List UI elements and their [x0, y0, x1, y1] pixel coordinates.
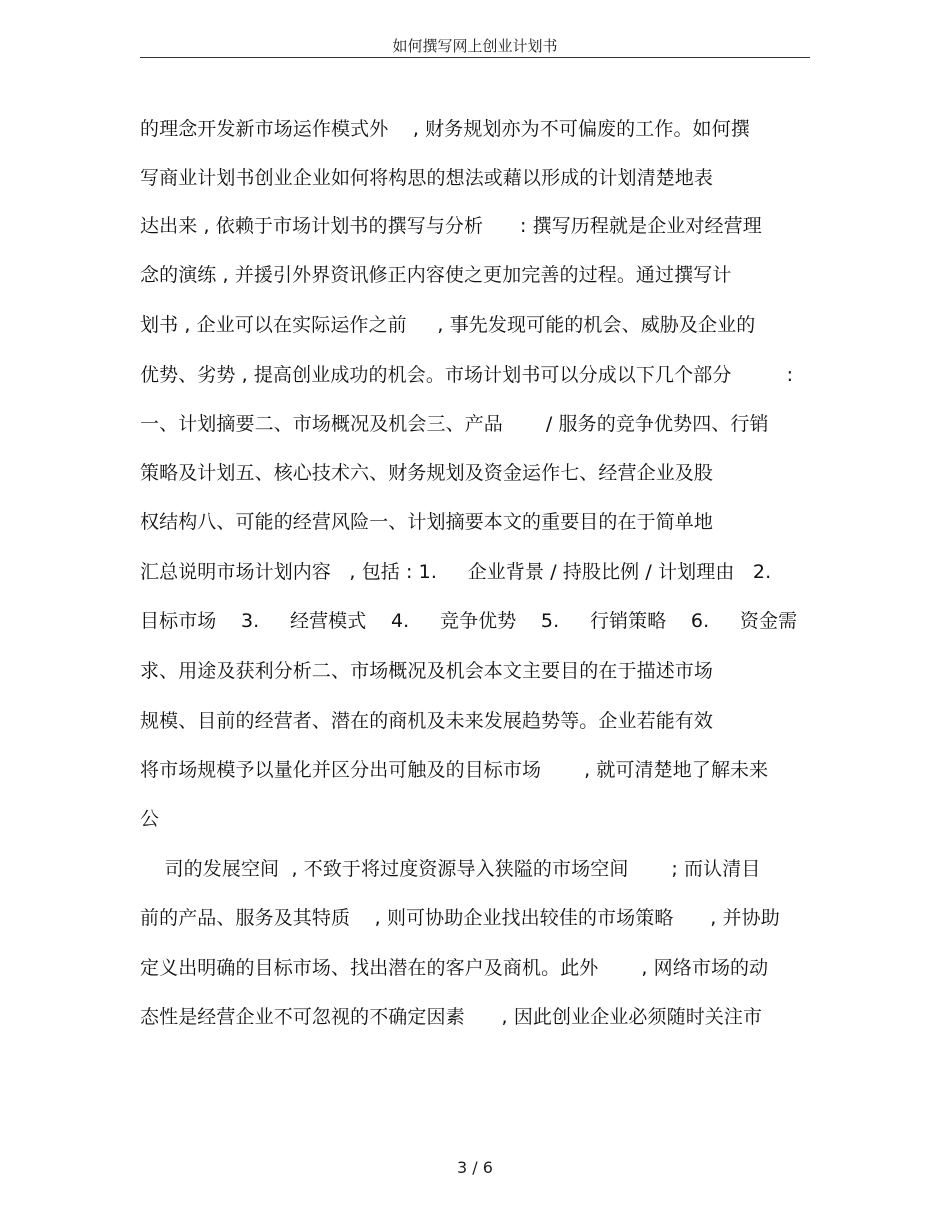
body-text-line: 前的产品、服务及其特质 , 则可协助企业找出较佳的市场策略 , 并协助	[140, 907, 780, 929]
body-text-line: 司的发展空间 , 不致于将过度资源导入狭隘的市场空间 ; 而认清目	[140, 858, 761, 880]
body-text-line: 将市场规模予以量化并区分出可触及的目标市场 , 就可清楚地了解未来	[140, 759, 769, 781]
body-text-line: 划书 , 企业可以在实际运作之前 , 事先发现可能的机会、威胁及企业的	[140, 314, 756, 336]
body-text-line: 一、计划摘要二、市场概况及机会三、产品 / 服务的竞争优势四、行销	[140, 413, 769, 435]
body-text-line: 态性是经营企业不可忽视的不确定因素 , 因此创业企业必须随时关注市	[140, 1006, 763, 1028]
header-divider	[140, 57, 810, 58]
body-text-line: 达出来 , 依赖于市场计划书的撰写与分析 : 撰写历程就是企业对经营理	[140, 215, 762, 237]
body-text-line: 权结构八、可能的经营风险一、计划摘要本文的重要目的在于简单地	[140, 511, 714, 533]
page-header-title: 如何撰写网上创业计划书	[392, 37, 558, 55]
body-text-line: 定义出明确的目标市场、找出潜在的客户及商机。此外 , 网络市场的动	[140, 957, 769, 979]
body-text-line: 优势、劣势 , 提高创业成功的机会。市场计划书可以分成以下几个部分 :	[140, 364, 794, 386]
body-text-line: 汇总说明市场计划内容 , 包括 : 1. 企业背景 / 持股比例 / 计划理由 2.	[140, 561, 772, 583]
body-text-line: 规模、目前的经营者、潜在的商机及未来发展趋势等。企业若能有效	[140, 710, 714, 732]
body-text-line: 公	[140, 808, 160, 830]
body-text-line: 写商业计划书创业企业如何将构思的想法或藉以形成的计划清楚地表	[140, 167, 714, 189]
body-text-line: 念的演练 , 并援引外界资讯修正内容使之更加完善的过程。通过撰写计	[140, 264, 732, 286]
body-text-line: 目标市场 3. 经营模式 4. 竞争优势 5. 行销策略 6. 资金需	[140, 610, 798, 632]
body-text-line: 策略及计划五、核心技术六、财务规划及资金运作七、经营企业及股	[140, 462, 714, 484]
body-text-line: 求、用途及获利分析二、市场概况及机会本文主要目的在于描述市场	[140, 660, 714, 682]
body-text-line: 的理念开发新市场运作模式外 , 财务规划亦为不可偏废的工作。如何撰	[140, 118, 750, 140]
page-number: 3 / 6	[457, 1158, 493, 1177]
